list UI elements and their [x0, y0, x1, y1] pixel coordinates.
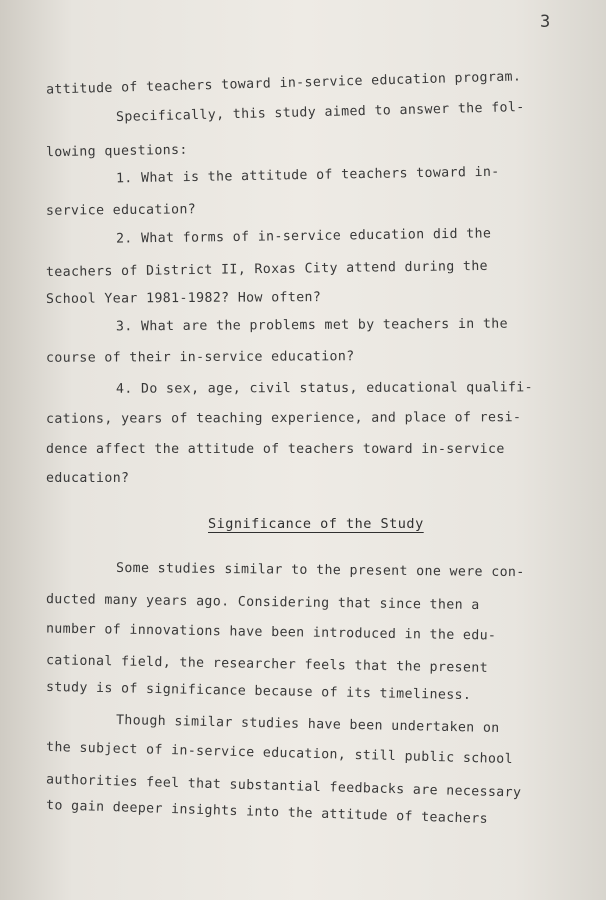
text-line: course of their in-service education?: [45, 349, 355, 366]
text-line: cational field, the researcher feels that the present: [45, 653, 489, 676]
text-line: Though similar studies have been undertaken on: [115, 712, 500, 737]
section-heading: Significance of the Study: [208, 516, 424, 532]
page-number: 3: [540, 12, 551, 32]
text-line: 3. What are the problems met by teachers in the: [115, 316, 509, 335]
text-line: to gain deeper insights into the attitude of teachers: [45, 798, 489, 827]
text-line: teachers of District II, Roxas City attend during the: [45, 258, 489, 281]
text-line: study is of significance because of its timeliness.: [45, 679, 472, 704]
text-line: education?: [46, 471, 130, 486]
text-line: cations, years of teaching experience, and place of resi-: [45, 410, 522, 427]
text-line: 4. Do sex, age, civil status, educational qualifi-: [115, 380, 534, 397]
text-line: Some studies similar to the present one were con-: [115, 560, 525, 581]
text-line: lowing questions:: [45, 142, 188, 161]
text-line: dence affect the attitude of teachers toward in-service: [46, 442, 505, 457]
text-line: the subject of in-service education, still public school: [45, 739, 514, 768]
text-line: attitude of teachers toward in-service education program.: [45, 69, 522, 98]
text-line: 1. What is the attitude of teachers toward in-: [115, 164, 500, 187]
text-line: ducted many years ago. Considering that since then a: [45, 591, 480, 614]
text-line: service education?: [45, 202, 197, 219]
text-line: number of innovations have been introduced in the edu-: [45, 621, 497, 644]
text-line: School Year 1981-1982? How often?: [45, 290, 322, 307]
text-line: authorities feel that substantial feedbacks are necessary: [45, 772, 522, 801]
text-line: 2. What forms of in-service education did the: [115, 226, 492, 247]
text-line: Specifically, this study aimed to answer the fol-: [115, 100, 525, 125]
